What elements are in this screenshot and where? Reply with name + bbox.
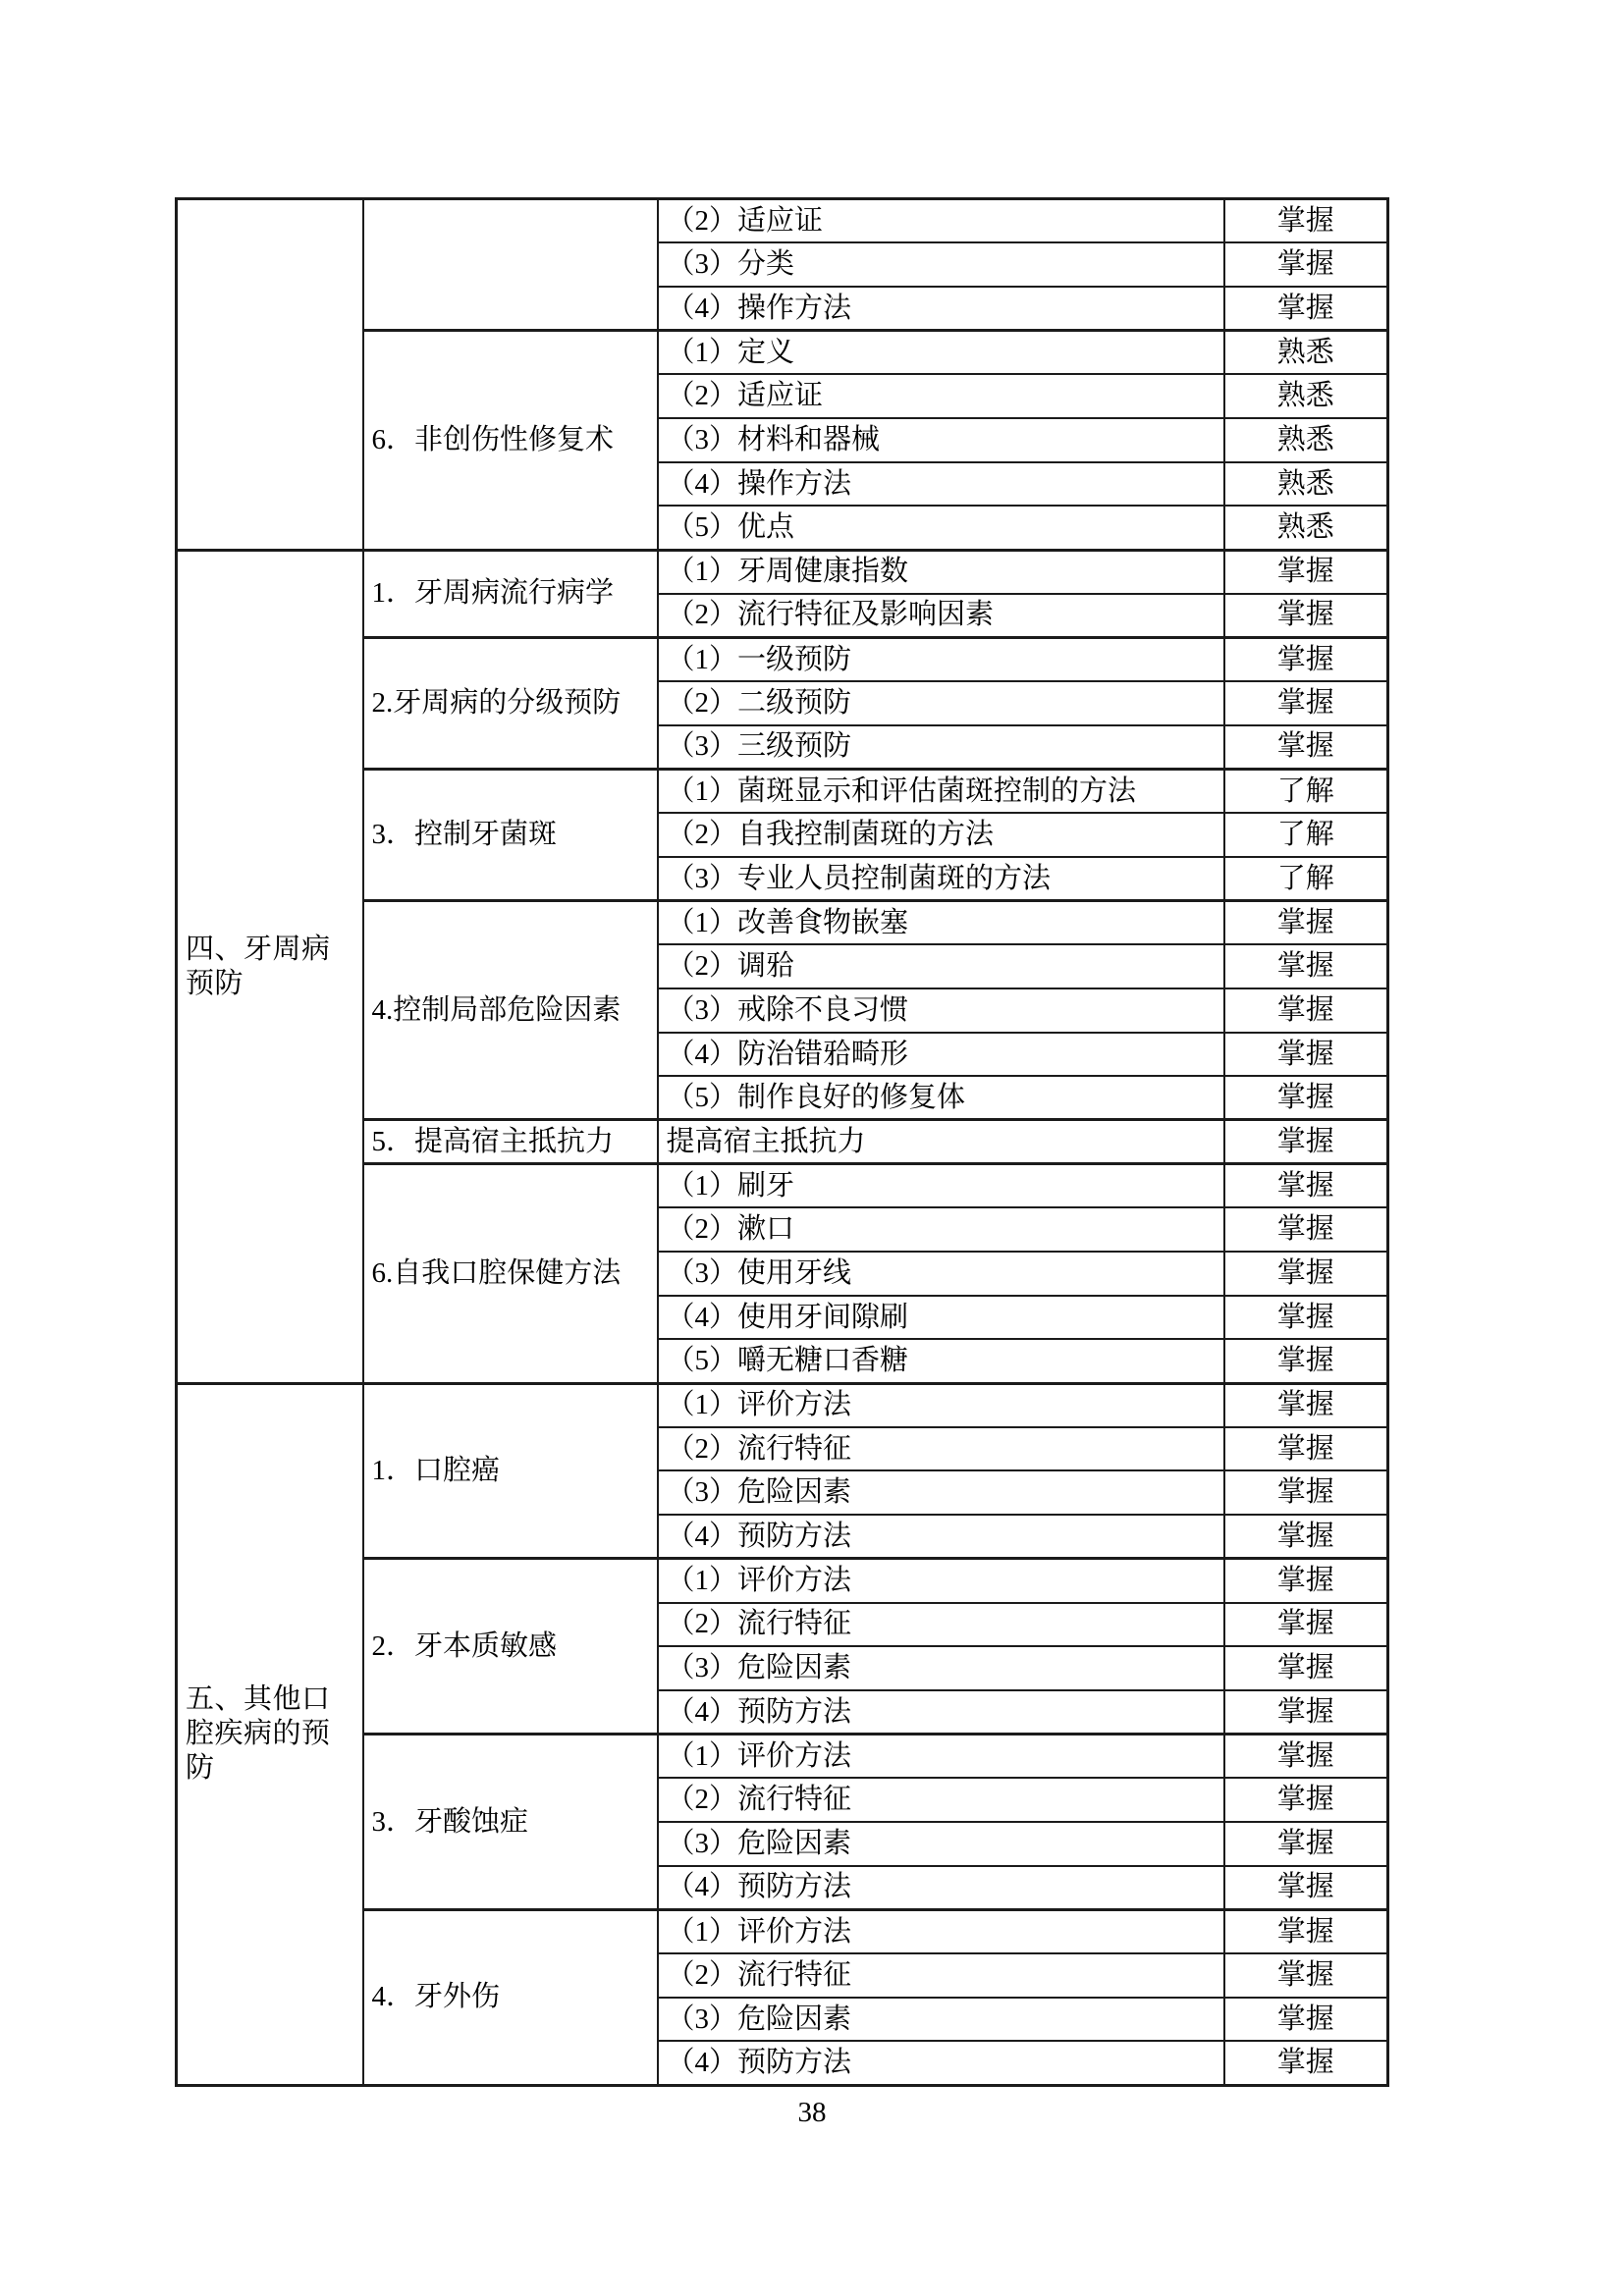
mastery-level-cell: 掌握 xyxy=(1224,1076,1388,1120)
item-cell: （4）预防方法 xyxy=(658,2041,1224,2085)
item-cell: （3）使用牙线 xyxy=(658,1252,1224,1296)
topic-cell: 2．牙本质敏感 xyxy=(363,1559,658,1735)
mastery-level-cell: 掌握 xyxy=(1224,1603,1388,1647)
topic-cell: 6.自我口腔保健方法 xyxy=(363,1164,658,1383)
item-cell: （4）预防方法 xyxy=(658,1690,1224,1735)
mastery-level-cell: 了解 xyxy=(1224,857,1388,901)
mastery-level-cell: 熟悉 xyxy=(1224,506,1388,550)
item-cell: （2）自我控制菌斑的方法 xyxy=(658,813,1224,857)
mastery-level-cell: 掌握 xyxy=(1224,550,1388,594)
mastery-level-cell: 掌握 xyxy=(1224,1998,1388,2042)
mastery-level-cell: 掌握 xyxy=(1224,1470,1388,1515)
table-row xyxy=(177,199,1388,243)
item-cell: （2）适应证 xyxy=(658,199,1224,243)
mastery-level-cell: 了解 xyxy=(1224,769,1388,813)
item-cell: （4）操作方法 xyxy=(658,287,1224,331)
mastery-level-cell: 掌握 xyxy=(1224,2041,1388,2085)
item-cell: （4）预防方法 xyxy=(658,1515,1224,1559)
mastery-level-cell: 掌握 xyxy=(1224,1252,1388,1296)
item-cell: （2）流行特征及影响因素 xyxy=(658,594,1224,638)
mastery-level-cell: 掌握 xyxy=(1224,1822,1388,1866)
mastery-level-cell: 掌握 xyxy=(1224,1164,1388,1208)
item-cell: 提高宿主抵抗力 xyxy=(658,1120,1224,1164)
syllabus-table xyxy=(175,197,1389,2087)
topic-cell: 2.牙周病的分级预防 xyxy=(363,637,658,769)
category-cell: 五、其他口腔疾病的预防 xyxy=(177,1383,363,2085)
item-cell: （5）嚼无糖口香糖 xyxy=(658,1339,1224,1383)
mastery-level-cell: 掌握 xyxy=(1224,1339,1388,1383)
item-cell: （3）材料和器械 xyxy=(658,418,1224,462)
item-cell: （1）刷牙 xyxy=(658,1164,1224,1208)
item-cell: （2）流行特征 xyxy=(658,1953,1224,1998)
mastery-level-cell: 掌握 xyxy=(1224,1735,1388,1779)
item-cell: （2）漱口 xyxy=(658,1207,1224,1252)
mastery-level-cell: 掌握 xyxy=(1224,1033,1388,1077)
mastery-level-cell: 熟悉 xyxy=(1224,462,1388,507)
item-cell: （1）菌斑显示和评估菌斑控制的方法 xyxy=(658,769,1224,813)
syllabus-table-body xyxy=(177,199,1388,2086)
mastery-level-cell: 掌握 xyxy=(1224,1953,1388,1998)
item-cell: （2）调𬌗 xyxy=(658,944,1224,988)
item-cell: （4）使用牙间隙刷 xyxy=(658,1296,1224,1340)
item-cell: （1）评价方法 xyxy=(658,1383,1224,1427)
mastery-level-cell: 掌握 xyxy=(1224,725,1388,770)
item-cell: （3）危险因素 xyxy=(658,1822,1224,1866)
mastery-level-cell: 掌握 xyxy=(1224,594,1388,638)
mastery-level-cell: 掌握 xyxy=(1224,944,1388,988)
topic-cell: 5．提高宿主抵抗力 xyxy=(363,1120,658,1164)
mastery-level-cell: 掌握 xyxy=(1224,199,1388,243)
mastery-level-cell: 掌握 xyxy=(1224,1866,1388,1910)
item-cell: （3）危险因素 xyxy=(658,1470,1224,1515)
mastery-level-cell: 了解 xyxy=(1224,813,1388,857)
category-cell xyxy=(177,199,363,551)
mastery-level-cell: 掌握 xyxy=(1224,1120,1388,1164)
topic-cell: 6．非创伤性修复术 xyxy=(363,331,658,550)
item-cell: （4）防治错𬌗畸形 xyxy=(658,1033,1224,1077)
mastery-level-cell: 掌握 xyxy=(1224,1909,1388,1953)
mastery-level-cell: 掌握 xyxy=(1224,1646,1388,1690)
item-cell: （2）二级预防 xyxy=(658,681,1224,725)
mastery-level-cell: 掌握 xyxy=(1224,1427,1388,1471)
item-cell: （2）流行特征 xyxy=(658,1603,1224,1647)
mastery-level-cell: 掌握 xyxy=(1224,637,1388,681)
item-cell: （1）评价方法 xyxy=(658,1735,1224,1779)
topic-cell: 1．口腔癌 xyxy=(363,1383,658,1559)
mastery-level-cell: 掌握 xyxy=(1224,1207,1388,1252)
item-cell: （2）流行特征 xyxy=(658,1778,1224,1822)
topic-cell: 1．牙周病流行病学 xyxy=(363,550,658,637)
item-cell: （3）危险因素 xyxy=(658,1646,1224,1690)
item-cell: （1）定义 xyxy=(658,331,1224,375)
mastery-level-cell: 熟悉 xyxy=(1224,331,1388,375)
topic-cell xyxy=(363,199,658,331)
table-row xyxy=(177,550,1388,594)
item-cell: （3）危险因素 xyxy=(658,1998,1224,2042)
mastery-level-cell: 掌握 xyxy=(1224,681,1388,725)
item-cell: （1）牙周健康指数 xyxy=(658,550,1224,594)
page-number: 38 xyxy=(797,2097,827,2128)
item-cell: （1）改善食物嵌塞 xyxy=(658,901,1224,945)
item-cell: （4）操作方法 xyxy=(658,462,1224,507)
mastery-level-cell: 掌握 xyxy=(1224,1690,1388,1735)
item-cell: （2）适应证 xyxy=(658,374,1224,418)
item-cell: （5）制作良好的修复体 xyxy=(658,1076,1224,1120)
topic-cell: 3．牙酸蚀症 xyxy=(363,1735,658,1910)
item-cell: （1）评价方法 xyxy=(658,1909,1224,1953)
mastery-level-cell: 掌握 xyxy=(1224,901,1388,945)
mastery-level-cell: 掌握 xyxy=(1224,287,1388,331)
item-cell: （3）分类 xyxy=(658,242,1224,287)
item-cell: （1）一级预防 xyxy=(658,637,1224,681)
mastery-level-cell: 掌握 xyxy=(1224,1296,1388,1340)
mastery-level-cell: 掌握 xyxy=(1224,1778,1388,1822)
topic-cell: 4．牙外伤 xyxy=(363,1909,658,2085)
item-cell: （3）戒除不良习惯 xyxy=(658,988,1224,1033)
mastery-level-cell: 掌握 xyxy=(1224,242,1388,287)
topic-cell: 3．控制牙菌斑 xyxy=(363,769,658,900)
mastery-level-cell: 掌握 xyxy=(1224,1515,1388,1559)
category-cell: 四、牙周病预防 xyxy=(177,550,363,1383)
item-cell: （4）预防方法 xyxy=(658,1866,1224,1910)
item-cell: （3）专业人员控制菌斑的方法 xyxy=(658,857,1224,901)
mastery-level-cell: 掌握 xyxy=(1224,1559,1388,1603)
mastery-level-cell: 掌握 xyxy=(1224,1383,1388,1427)
item-cell: （3）三级预防 xyxy=(658,725,1224,770)
mastery-level-cell: 掌握 xyxy=(1224,988,1388,1033)
table-row xyxy=(177,1383,1388,1427)
mastery-level-cell: 熟悉 xyxy=(1224,418,1388,462)
mastery-level-cell: 熟悉 xyxy=(1224,374,1388,418)
topic-cell: 4.控制局部危险因素 xyxy=(363,901,658,1120)
item-cell: （5）优点 xyxy=(658,506,1224,550)
item-cell: （2）流行特征 xyxy=(658,1427,1224,1471)
item-cell: （1）评价方法 xyxy=(658,1559,1224,1603)
